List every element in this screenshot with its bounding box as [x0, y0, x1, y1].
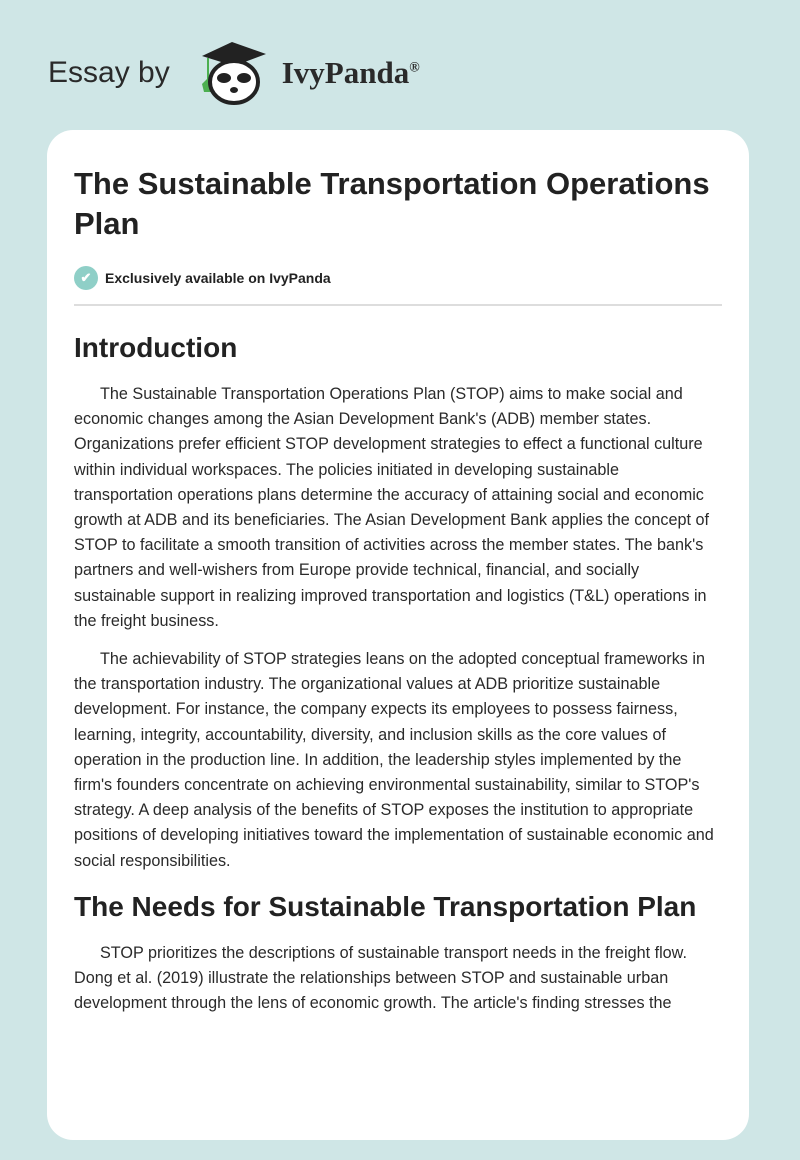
site-header: [48, 38, 420, 108]
section-heading: The Needs for Sustainable Transportation Plan: [74, 890, 697, 922]
exclusive-badge: [74, 266, 722, 306]
paragraph: The achievability of STOP strategies leans on the adopted conceptual frameworks in the transportation industry. The organizational values at ADB prioritize sustainable development. For instance, the company expects its employees to possess fairness, learning, integrity, accountability, diversity, and inclusion skills as the core values of operation in the production line. In addition, the leadership styles implemented by the firm's founders concentrate on achieving environmental sustainability, similar to STOP's strategy. A deep analysis of the benefits of STOP exposes the institution to appropriate positions of developing initiatives toward the implementation of sustainable economic and social responsibilities.: [74, 650, 714, 870]
essay-by-label: Essay by: [48, 56, 170, 89]
paragraph: The Sustainable Transportation Operations Plan (STOP) aims to make social and economic changes among the Asian Development Bank's (ADB) member states. Organizations prefer efficient STOP development strategies to effect a functional culture within individual workspaces. The policies initiated in developing sustainable transportation operations plans determine the accuracy of attaining social and economic growth at ADB and its beneficiaries. The Asian Development Bank applies the concept of STOP to facilitate a smooth transition of activities across the member states. The bank's partners and well-wishers from Europe provide technical, financial, and socially sustainable support in realizing improved transportation and logistics (T&L) operations in the freight business.: [74, 385, 709, 630]
essay-card: [47, 130, 749, 1140]
check-icon: ✔: [74, 266, 98, 290]
badge-label: Exclusively available on IvyPanda: [105, 270, 331, 286]
essay-title: The Sustainable Transportation Operations Plan: [74, 166, 710, 241]
ivypanda-logo-icon[interactable]: [188, 38, 276, 108]
paragraph: STOP prioritizes the descriptions of sustainable transport needs in the freight flow. Dong et al. (2019) illustrate the relationships between STOP and sustainable urban development through the lens of economic growth. The article's finding stresses the: [74, 943, 687, 1013]
ivypanda-brand: IvyPanda®: [281, 55, 420, 90]
section-heading: Introduction: [74, 332, 238, 363]
